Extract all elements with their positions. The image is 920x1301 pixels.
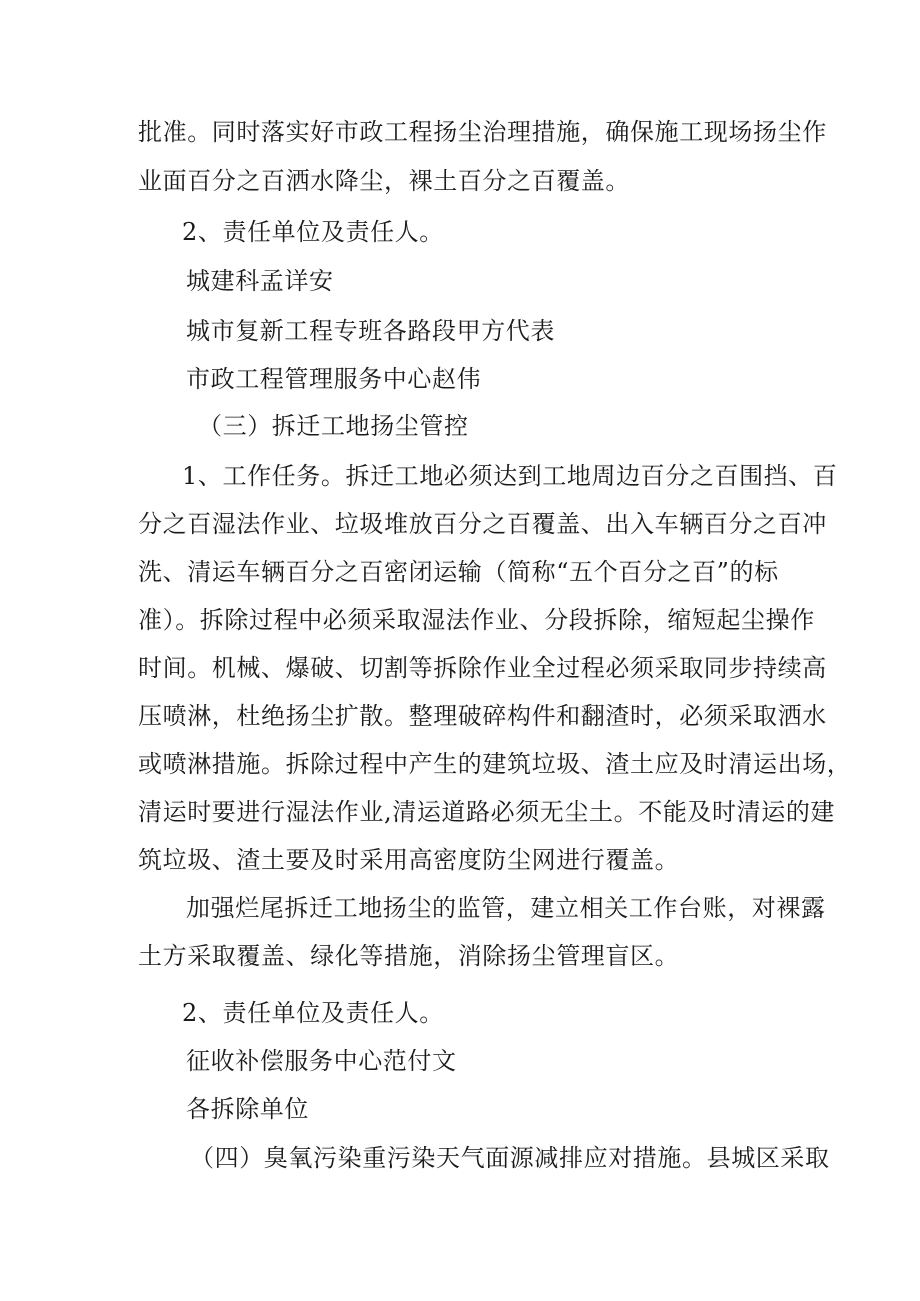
paragraph-line: 批准。同时落实好市政工程扬尘治理措施，确保施工现场扬尘作	[138, 118, 827, 146]
section-heading: （三）拆迁工地扬尘管控	[198, 412, 469, 440]
paragraph-line: 准）。拆除过程中必须采取湿法作业、分段拆除，缩短起尘操作	[138, 606, 815, 634]
paragraph-line: 分之百湿法作业、垃圾堆放百分之百覆盖、出入车辆百分之百冲	[138, 510, 827, 538]
paragraph-line: 清运时要进行湿法作业,清运道路必须无尘土。不能及时清运的建	[138, 798, 836, 826]
responsible-person: 各拆除单位	[186, 1095, 309, 1123]
paragraph-line: 1、工作任务。拆迁工地必须达到工地周边百分之百围挡、百	[182, 462, 838, 490]
paragraph-line: 业面百分之百洒水降尘，裸土百分之百覆盖。	[138, 167, 630, 195]
paragraph-line: 土方采取覆盖、绿化等措施，消除扬尘管理盲区。	[138, 942, 680, 970]
responsible-person: 城建科孟详安	[186, 267, 334, 295]
heading-responsibility: 2、责任单位及责任人。	[182, 999, 444, 1027]
section-heading: （四）臭氧污染重污染天气面源减排应对措施。县城区采取	[190, 1144, 830, 1172]
paragraph-line: 压喷淋，杜绝扬尘扩散。整理破碎构件和翻渣时，必须采取洒水	[138, 702, 827, 730]
responsible-person: 市政工程管理服务中心赵伟	[186, 365, 482, 393]
paragraph-line: 或喷淋措施。拆除过程中产生的建筑垃圾、渣土应及时清运出场，	[138, 750, 852, 778]
responsible-person: 城市复新工程专班各路段甲方代表	[186, 317, 555, 345]
paragraph-line: 筑垃圾、渣土要及时采用高密度防尘网进行覆盖。	[138, 846, 680, 874]
heading-responsibility: 2、责任单位及责任人。	[182, 218, 444, 246]
paragraph-line: 洗、清运车辆百分之百密闭运输（简称“五个百分之百”的标	[138, 558, 779, 586]
responsible-person: 征收补偿服务中心范付文	[186, 1047, 457, 1075]
paragraph-line: 时间。机械、爆破、切割等拆除作业全过程必须采取同步持续高	[138, 654, 827, 682]
paragraph-line: 加强烂尾拆迁工地扬尘的监管，建立相关工作台账，对裸露	[186, 894, 826, 922]
